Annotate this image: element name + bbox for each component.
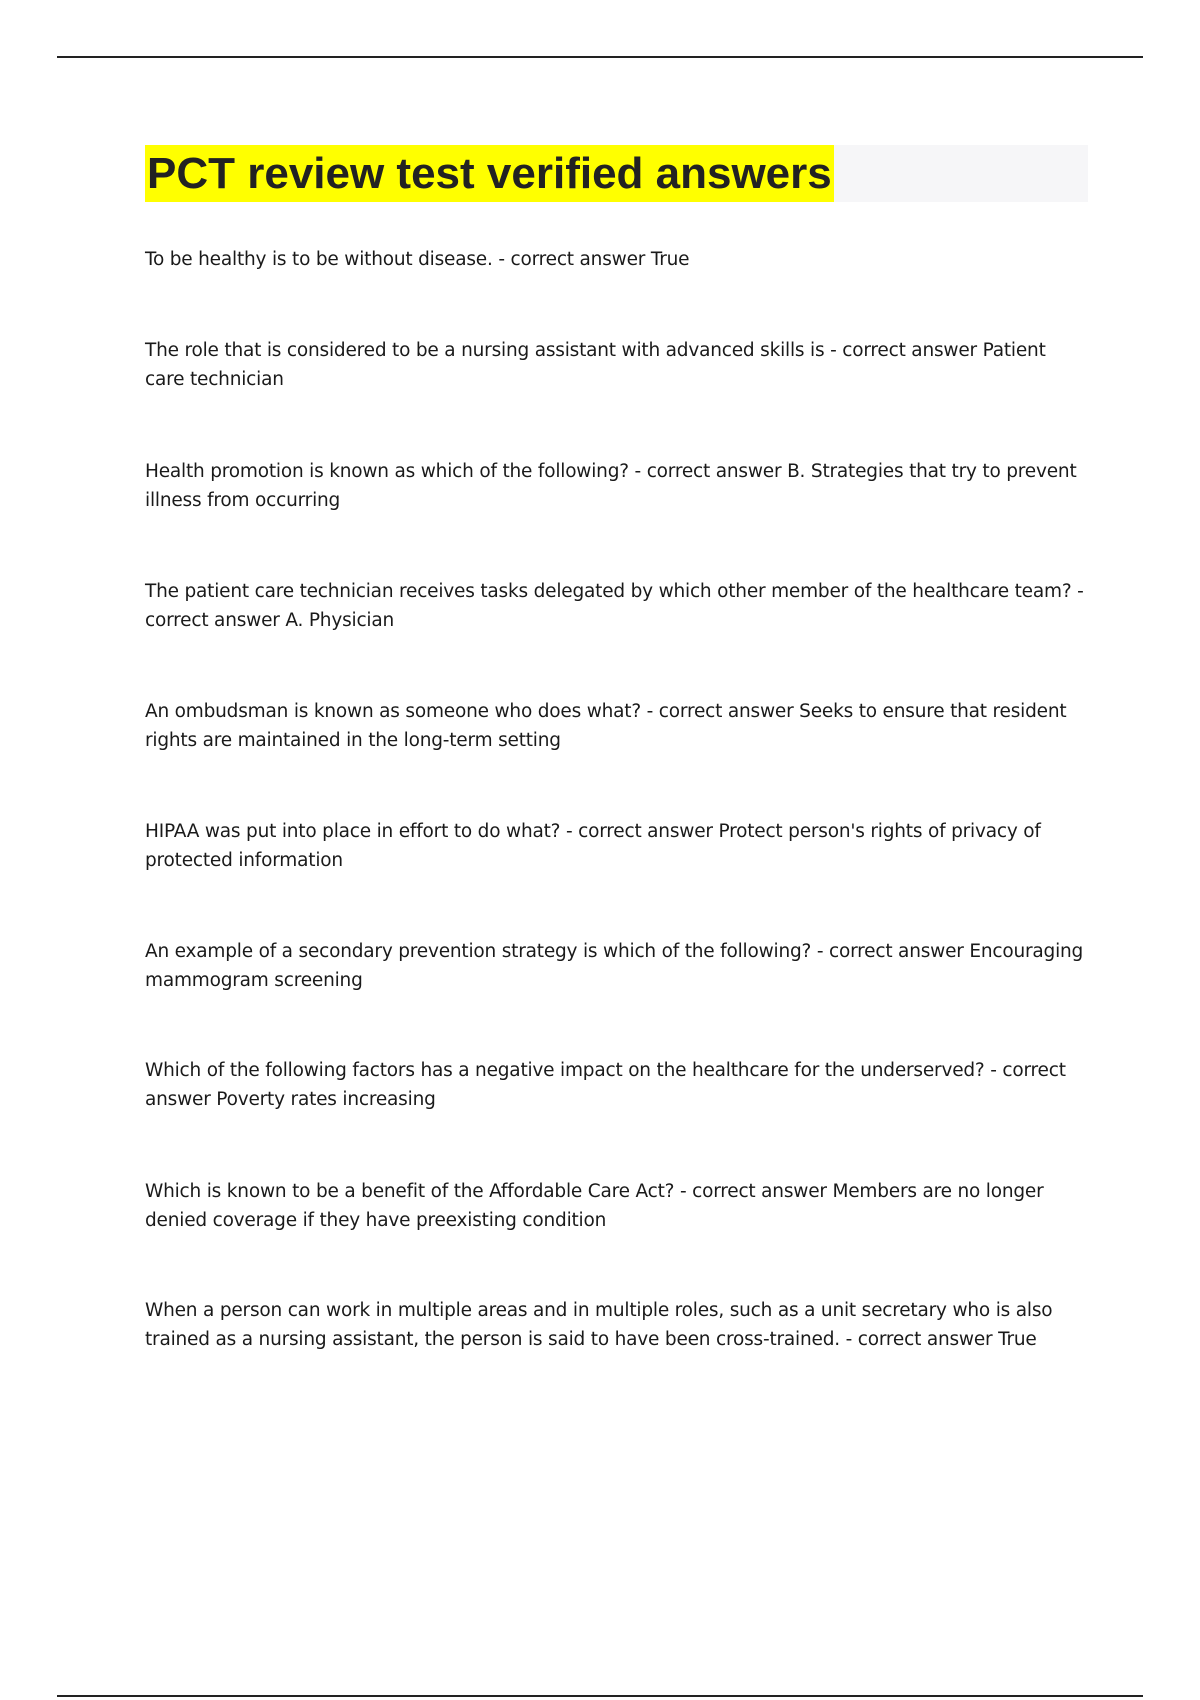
qa-item: An example of a secondary prevention strategy is which of the following? - correct answer Encouraging mammogram screening <box>145 941 1084 991</box>
qa-item: The patient care technician receives tasks delegated by which other member of the healthcare team? - correct answer A. Physician <box>145 581 1084 631</box>
qa-item: An ombudsman is known as someone who does what? - correct answer Seeks to ensure that resident rights are maintained in the long-term setting <box>145 701 1067 751</box>
qa-item: HIPAA was put into place in effort to do what? - correct answer Protect person's rights of privacy of protected information <box>145 821 1041 871</box>
qa-item: To be healthy is to be without disease. - correct answer True <box>145 249 690 270</box>
header-rule <box>57 56 1143 58</box>
qa-item: Which is known to be a benefit of the Affordable Care Act? - correct answer Members are no longer denied coverage if they have preexisting condition <box>145 1181 1044 1231</box>
qa-item: When a person can work in multiple areas and in multiple roles, such as a unit secretary who is also trained as a nursing assistant, the person is said to have been cross-trained. - correct answer True <box>145 1300 1053 1350</box>
qa-item: The role that is considered to be a nursing assistant with advanced skills is - correct answer Patient care technician <box>145 340 1046 390</box>
page-title: PCT review test verified answers <box>145 145 834 202</box>
qa-item: Which of the following factors has a negative impact on the healthcare for the underserved? - correct answer Poverty rates increasing <box>145 1060 1066 1110</box>
footer-rule <box>57 1695 1143 1697</box>
qa-item: Health promotion is known as which of the following? - correct answer B. Strategies that try to prevent illness from occurring <box>145 461 1077 511</box>
